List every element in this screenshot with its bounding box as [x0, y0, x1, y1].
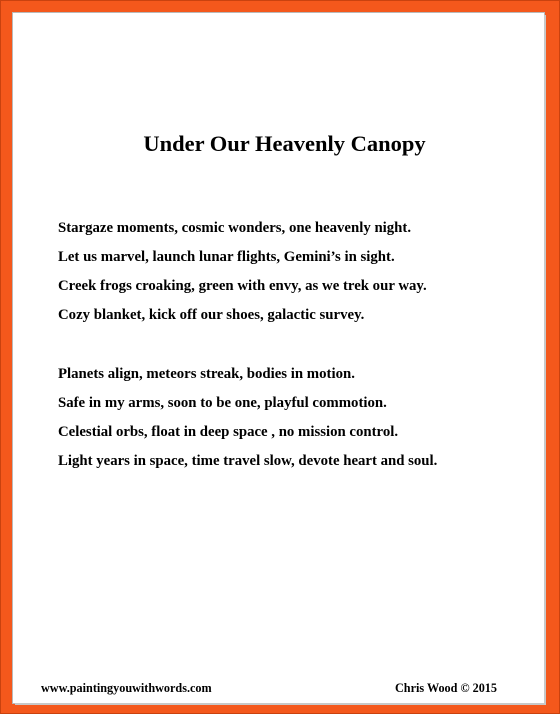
poem-line: Let us marvel, launch lunar flights, Gemini’s in sight.: [58, 249, 395, 265]
poem-line: Light years in space, time travel slow, devote heart and soul.: [58, 453, 438, 469]
stanza-1: [58, 214, 427, 330]
poem-title: Under Our Heavenly Canopy: [143, 131, 426, 156]
website-link[interactable]: www.paintingyouwithwords.com: [41, 681, 212, 695]
poem-line: Safe in my arms, soon to be one, playful commotion.: [58, 395, 387, 411]
author-credit: Chris Wood © 2015: [395, 681, 497, 695]
poem-line: Planets align, meteors streak, bodies in motion.: [58, 366, 355, 382]
poem-line: Celestial orbs, float in deep space , no mission control.: [58, 424, 399, 440]
stanza-2: [58, 360, 437, 476]
poem-line: Stargaze moments, cosmic wonders, one heavenly night.: [58, 220, 412, 236]
poem-line: Creek frogs croaking, green with envy, as we trek our way.: [58, 278, 427, 294]
poem-page: [13, 13, 544, 703]
poem-line: Cozy blanket, kick off our shoes, galactic survey.: [58, 307, 365, 323]
